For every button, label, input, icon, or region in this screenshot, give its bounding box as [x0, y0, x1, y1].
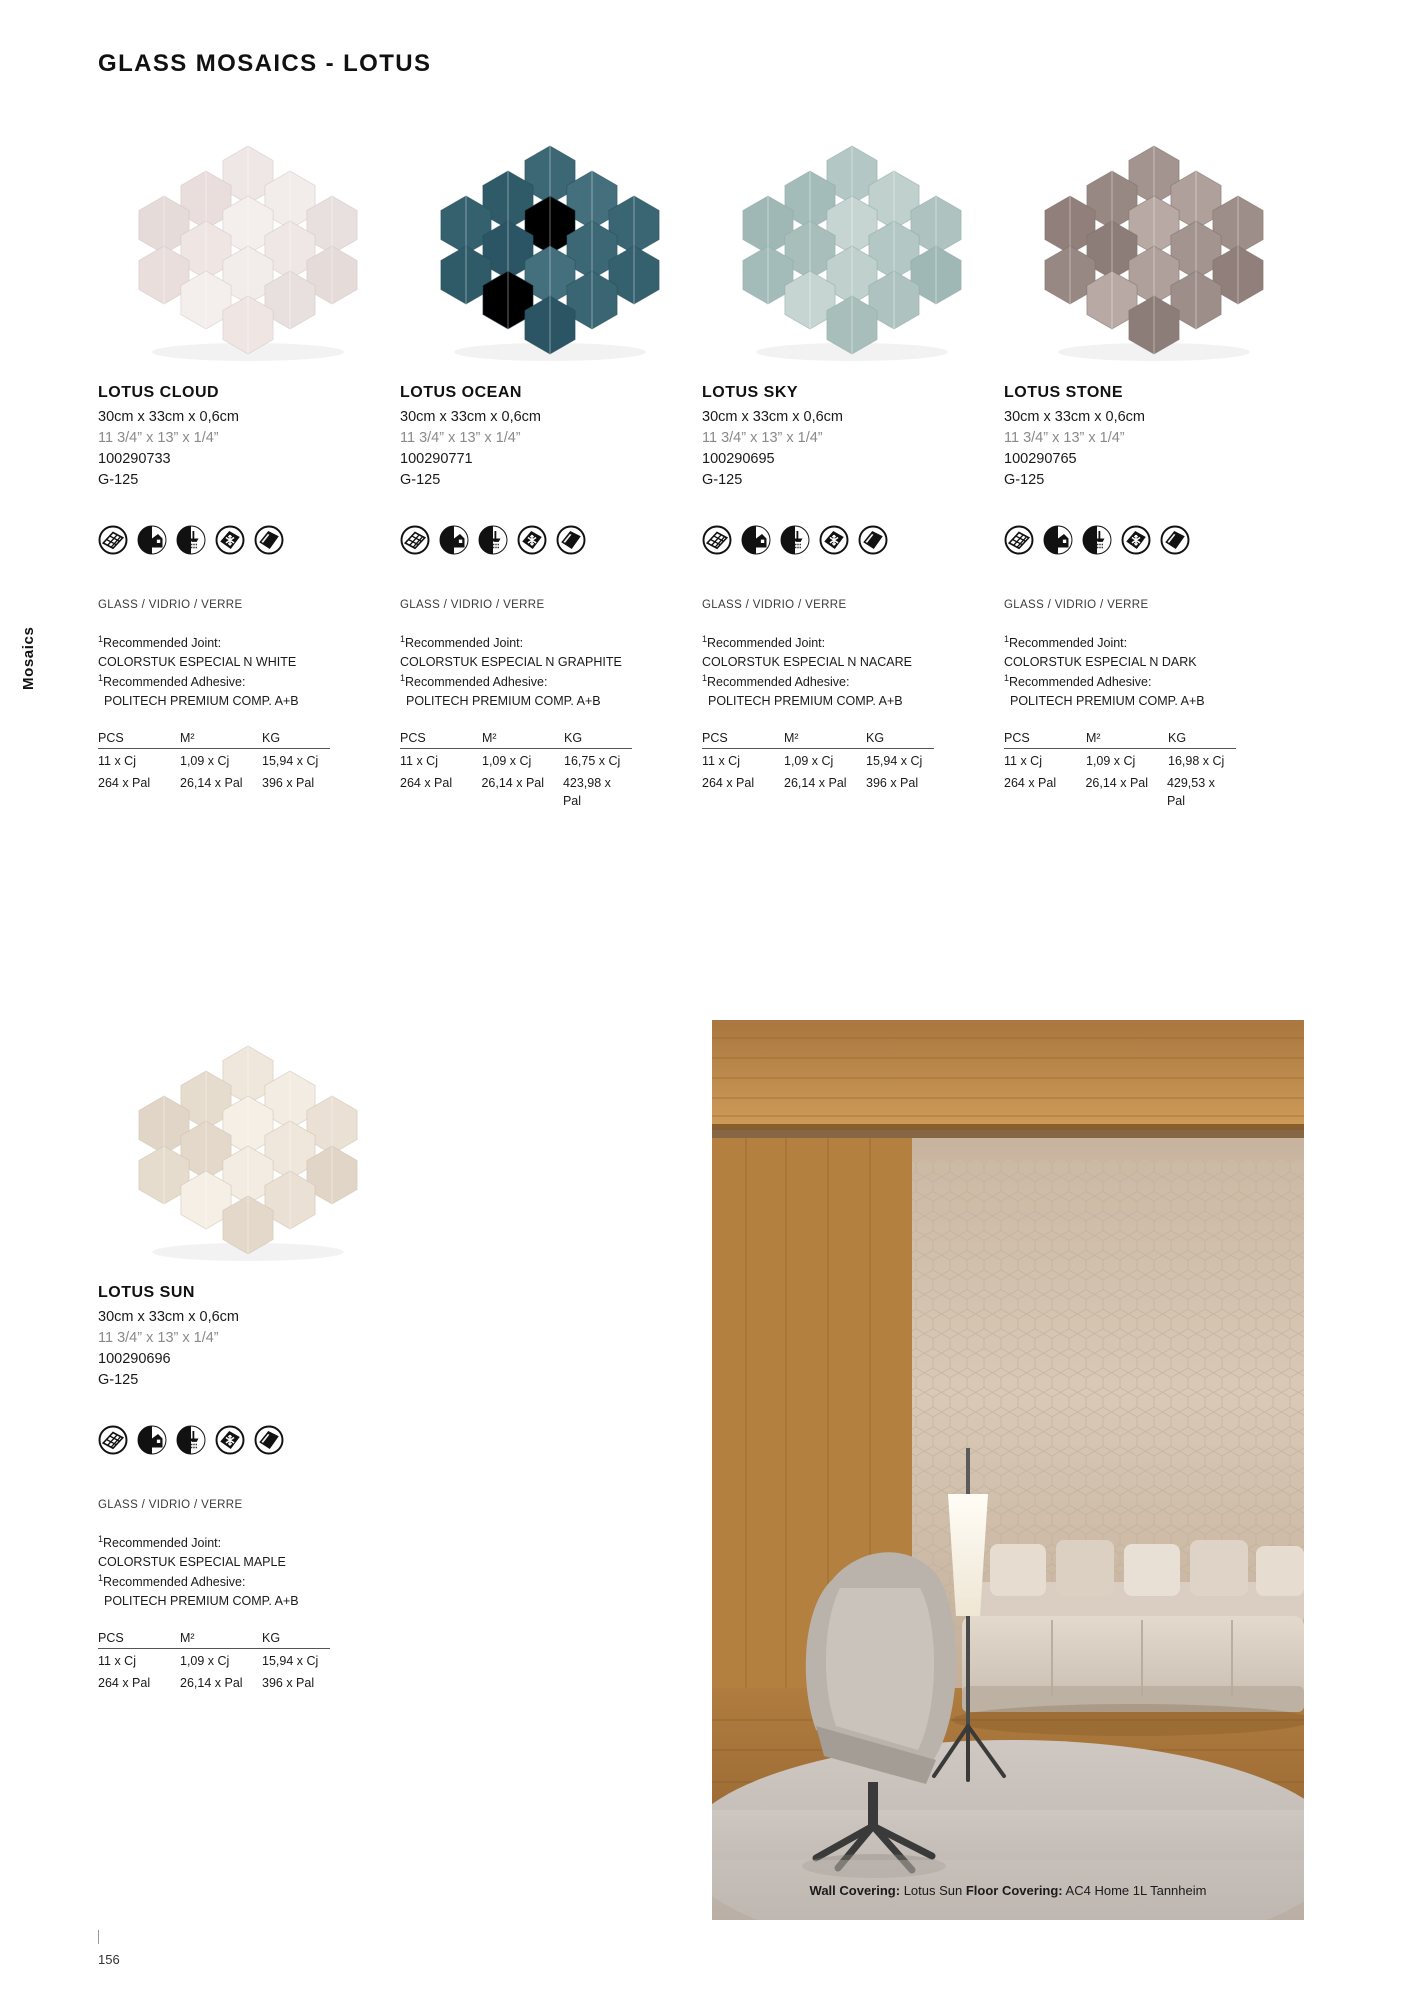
product-code: 100290771	[400, 451, 473, 468]
adhesive-value: POLITECH PREMIUM COMP. A+B	[104, 694, 299, 709]
table-row	[98, 1671, 330, 1692]
table-row	[1004, 749, 1236, 770]
m2-pal: 26,14 x Pal	[481, 775, 545, 790]
col-header-m2: M²	[180, 731, 195, 746]
product-card-lotus-ocean	[400, 120, 700, 810]
mesh-mounted-icon	[1004, 525, 1034, 555]
caption-floor-value: AC4 Home 1L Tannheim	[1065, 1883, 1207, 1898]
footnote-mark: 1	[1004, 673, 1010, 684]
indoor-use-icon	[137, 525, 167, 555]
frost-resistant-icon	[215, 525, 245, 555]
adhesive-value: POLITECH PREMIUM COMP. A+B	[406, 694, 601, 709]
hex-cluster-svg	[702, 120, 1002, 370]
col-header-pcs: PCS	[702, 731, 728, 746]
lifestyle-photo	[712, 1020, 1304, 1920]
col-header-kg: KG	[1168, 731, 1187, 746]
joint-value: COLORSTUK ESPECIAL N GRAPHITE	[400, 655, 622, 670]
col-header-pcs: PCS	[98, 731, 124, 746]
table-row	[400, 749, 632, 770]
packaging-table	[98, 1631, 330, 1691]
joint-label: Recommended Joint:	[103, 1536, 222, 1551]
product-grade: G-125	[400, 472, 441, 489]
m2-pal: 26,14 x Pal	[180, 1675, 243, 1690]
product-card-lotus-stone	[1004, 120, 1304, 810]
icon-row	[98, 1425, 398, 1455]
adhesive-value: POLITECH PREMIUM COMP. A+B	[104, 1594, 299, 1609]
frost-resistant-icon	[1121, 525, 1151, 555]
m2-cj: 1,09 x Cj	[784, 754, 834, 769]
recommendations	[702, 633, 1002, 711]
joint-value: COLORSTUK ESPECIAL MAPLE	[98, 1555, 286, 1570]
col-header-kg: KG	[866, 731, 885, 746]
kg-pal: 396 x Pal	[866, 775, 919, 790]
table-row	[702, 771, 934, 792]
table-row	[702, 749, 934, 770]
mesh-mounted-icon	[98, 525, 128, 555]
shower-wall-icon	[176, 525, 206, 555]
mesh-mounted-icon	[400, 525, 430, 555]
indoor-use-icon	[1043, 525, 1073, 555]
caption-floor-label: Floor Covering:	[965, 1883, 1063, 1898]
joint-label: Recommended Joint:	[405, 636, 524, 651]
product-name: LOTUS OCEAN	[400, 384, 522, 401]
material-label: GLASS / VIDRIO / VERRE	[98, 599, 243, 612]
product-code: 100290695	[702, 451, 775, 468]
tile-swatch	[702, 120, 1002, 370]
product-code: 100290696	[98, 1351, 171, 1368]
glossy-finish-icon	[254, 525, 284, 555]
col-header-pcs: PCS	[1004, 731, 1030, 746]
pcs-pal: 264 x Pal	[400, 775, 453, 790]
kg-pal: 396 x Pal	[262, 775, 315, 790]
product-dimensions-in: 11 3/4” x 13” x 1/4”	[702, 430, 823, 447]
indoor-use-icon	[741, 525, 771, 555]
product-name: LOTUS STONE	[1004, 384, 1123, 401]
tile-swatch	[1004, 120, 1304, 370]
packaging-table	[400, 731, 632, 809]
product-name: LOTUS SUN	[98, 1284, 195, 1301]
kg-pal: 396 x Pal	[262, 1675, 315, 1690]
icon-row	[400, 525, 700, 555]
kg-cj: 15,94 x Cj	[262, 754, 319, 769]
col-header-m2: M²	[482, 731, 497, 746]
adhesive-label: Recommended Adhesive:	[103, 675, 246, 690]
m2-cj: 1,09 x Cj	[482, 754, 532, 769]
product-name: LOTUS CLOUD	[98, 384, 220, 401]
hex-cluster-svg	[98, 1020, 398, 1270]
table-row	[400, 771, 632, 810]
recommendations	[400, 633, 700, 711]
hex-cluster-svg	[400, 120, 700, 370]
adhesive-label: Recommended Adhesive:	[707, 675, 850, 690]
m2-pal: 26,14 x Pal	[1085, 775, 1149, 790]
mesh-mounted-icon	[98, 1425, 128, 1455]
tile-swatch	[98, 1020, 398, 1270]
caption-wall-label: Wall Covering:	[809, 1883, 901, 1898]
product-card-lotus-sky	[702, 120, 1002, 792]
pcs-cj: 11 x Cj	[702, 754, 740, 769]
joint-value: COLORSTUK ESPECIAL N NACARE	[702, 655, 913, 670]
mesh-mounted-icon	[702, 525, 732, 555]
shower-wall-icon	[1082, 525, 1112, 555]
product-dimensions-in: 11 3/4” x 13” x 1/4”	[98, 430, 219, 447]
footnote-mark: 1	[98, 1573, 104, 1584]
product-code: 100290765	[1004, 451, 1077, 468]
product-dimensions-cm: 30cm x 33cm x 0,6cm	[98, 409, 240, 425]
table-row	[98, 749, 330, 770]
material-label: GLASS / VIDRIO / VERRE	[1004, 599, 1149, 612]
pcs-pal: 264 x Pal	[98, 1675, 151, 1690]
kg-cj: 16,98 x Cj	[1168, 754, 1225, 769]
adhesive-label: Recommended Adhesive:	[405, 675, 548, 690]
glossy-finish-icon	[1160, 525, 1190, 555]
pcs-pal: 264 x Pal	[702, 775, 755, 790]
col-header-m2: M²	[180, 1631, 195, 1646]
product-dimensions-in: 11 3/4” x 13” x 1/4”	[98, 1330, 219, 1347]
pcs-pal: 264 x Pal	[98, 775, 151, 790]
table-header-row	[98, 1631, 330, 1649]
pcs-pal: 264 x Pal	[1004, 775, 1057, 790]
kg-pal: 423,98 x Pal	[562, 775, 611, 808]
kg-cj: 16,75 x Cj	[564, 754, 621, 769]
col-header-m2: M²	[1086, 731, 1101, 746]
shower-wall-icon	[478, 525, 508, 555]
recommendations	[1004, 633, 1304, 711]
m2-cj: 1,09 x Cj	[1086, 754, 1136, 769]
footnote-mark: 1	[702, 673, 708, 684]
folio-rule	[98, 1930, 99, 1944]
product-dimensions-cm: 30cm x 33cm x 0,6cm	[1004, 409, 1146, 425]
table-row	[1004, 771, 1236, 810]
product-code: 100290733	[98, 451, 171, 468]
table-header-row	[98, 731, 330, 749]
frost-resistant-icon	[517, 525, 547, 555]
icon-row	[1004, 525, 1304, 555]
hex-cluster-svg	[1004, 120, 1304, 370]
product-card-lotus-cloud	[98, 120, 398, 792]
pcs-cj: 11 x Cj	[98, 754, 136, 769]
material-label: GLASS / VIDRIO / VERRE	[98, 1499, 243, 1512]
recommendations	[98, 1533, 398, 1611]
footnote-mark: 1	[400, 673, 406, 684]
product-dimensions-cm: 30cm x 33cm x 0,6cm	[400, 409, 542, 425]
adhesive-label: Recommended Adhesive:	[103, 1575, 246, 1590]
col-header-kg: KG	[564, 731, 583, 746]
indoor-use-icon	[137, 1425, 167, 1455]
adhesive-value: POLITECH PREMIUM COMP. A+B	[1010, 694, 1205, 709]
table-header-row	[702, 731, 934, 749]
col-header-kg: KG	[262, 1631, 281, 1646]
material-label: GLASS / VIDRIO / VERRE	[400, 599, 545, 612]
page-title: GLASS MOSAICS - LOTUS	[98, 50, 432, 77]
glossy-finish-icon	[556, 525, 586, 555]
photo-caption	[712, 1883, 1304, 1898]
icon-row	[98, 525, 398, 555]
tile-swatch	[98, 120, 398, 370]
table-row	[98, 771, 330, 792]
product-card-lotus-sun	[98, 1020, 398, 1692]
m2-pal: 26,14 x Pal	[784, 775, 847, 790]
adhesive-label: Recommended Adhesive:	[1009, 675, 1152, 690]
product-dimensions-cm: 30cm x 33cm x 0,6cm	[702, 409, 844, 425]
product-grade: G-125	[1004, 472, 1045, 489]
product-grade: G-125	[98, 472, 139, 489]
product-dimensions-in: 11 3/4” x 13” x 1/4”	[1004, 430, 1125, 447]
joint-value: COLORSTUK ESPECIAL N WHITE	[98, 655, 297, 670]
shower-wall-icon	[176, 1425, 206, 1455]
interior-scene-svg	[712, 1020, 1304, 1920]
footnote-mark: 1	[400, 634, 406, 645]
icon-row	[702, 525, 1002, 555]
caption-wall-value: Lotus Sun	[903, 1883, 963, 1898]
joint-value: COLORSTUK ESPECIAL N DARK	[1004, 655, 1197, 670]
table-header-row	[400, 731, 632, 749]
kg-cj: 15,94 x Cj	[866, 754, 923, 769]
tile-swatch	[400, 120, 700, 370]
recommendations	[98, 633, 398, 711]
adhesive-value: POLITECH PREMIUM COMP. A+B	[708, 694, 903, 709]
col-header-pcs: PCS	[98, 1631, 124, 1646]
packaging-table	[702, 731, 934, 791]
shower-wall-icon	[780, 525, 810, 555]
kg-pal: 429,53 x Pal	[1166, 775, 1215, 808]
m2-pal: 26,14 x Pal	[180, 775, 243, 790]
glossy-finish-icon	[858, 525, 888, 555]
joint-label: Recommended Joint:	[1009, 636, 1128, 651]
table-header-row	[1004, 731, 1236, 749]
hex-cluster-svg	[98, 120, 398, 370]
product-dimensions-in: 11 3/4” x 13” x 1/4”	[400, 430, 521, 447]
footnote-mark: 1	[1004, 634, 1010, 645]
footnote-mark: 1	[98, 1534, 104, 1545]
frost-resistant-icon	[819, 525, 849, 555]
product-name: LOTUS SKY	[702, 384, 799, 401]
glossy-finish-icon	[254, 1425, 284, 1455]
pcs-cj: 11 x Cj	[1004, 754, 1042, 769]
footnote-mark: 1	[702, 634, 708, 645]
indoor-use-icon	[439, 525, 469, 555]
footnote-mark: 1	[98, 673, 104, 684]
col-header-pcs: PCS	[400, 731, 426, 746]
footnote-mark: 1	[98, 634, 104, 645]
page-number: 156	[98, 1952, 120, 1967]
pcs-cj: 11 x Cj	[400, 754, 438, 769]
col-header-m2: M²	[784, 731, 799, 746]
material-label: GLASS / VIDRIO / VERRE	[702, 599, 847, 612]
product-dimensions-cm: 30cm x 33cm x 0,6cm	[98, 1309, 240, 1325]
packaging-table	[1004, 731, 1236, 809]
frost-resistant-icon	[215, 1425, 245, 1455]
section-tab-mosaics: Mosaics	[20, 626, 37, 690]
joint-label: Recommended Joint:	[103, 636, 222, 651]
packaging-table	[98, 731, 330, 791]
col-header-kg: KG	[262, 731, 281, 746]
pcs-cj: 11 x Cj	[98, 1654, 136, 1669]
joint-label: Recommended Joint:	[707, 636, 826, 651]
product-grade: G-125	[98, 1372, 139, 1389]
product-grade: G-125	[702, 472, 743, 489]
product-row-top	[0, 120, 1414, 880]
table-row	[98, 1649, 330, 1670]
m2-cj: 1,09 x Cj	[180, 1654, 230, 1669]
kg-cj: 15,94 x Cj	[262, 1654, 319, 1669]
m2-cj: 1,09 x Cj	[180, 754, 230, 769]
